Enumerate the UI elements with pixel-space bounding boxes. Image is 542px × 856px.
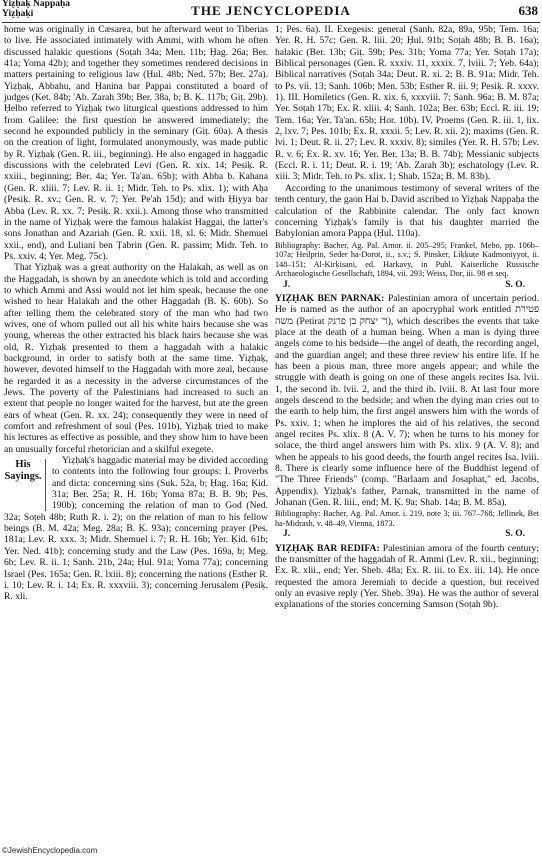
page-number: 638 (518, 3, 538, 18)
signature-right: S. O. (505, 529, 525, 540)
running-title-line-1: Yiẓḥaḳ Nappaḥa (2, 0, 71, 9)
signature-left: J. (283, 529, 291, 540)
signature (283, 529, 525, 540)
journal-title: THE JENCYCLOPEDIA (191, 3, 351, 18)
paragraph: home was originally in Cæsarea, but he afterward went to Tiberias to live. He associated intimately with Ammi, with whom he often discussed halakic questions (Soṭah 34a; Men. 11b; Ḥag. 26a; Ber. 41a; Yoma 42b); and together they sometimes rendered decisions in matters pertaining to religious law (Ḥul. 48b; Ned. 57b; Ber. 27a). Yiẓḥaḳ, Abbahu, and Ḥanina bar Pappai constituted a board of judges (Ket. 84b; 'Ab. Zarah 39b; Ber. 38a, b; B. Ḳ. 117b; Giṭ. 29b). Ḥelbo referred to Yiẓḥaḳ two liturgical questions addressed to him from Galilee: the first question he answered immediately; the second he expounded publicly in the seminary (Giṭ. 60a). A thesis on the creation of light, formulated anonymously, was made public by R. Yiẓḥaḳ (Gen. R. iii., beginning). He also engaged in haggadic discussions with the celebrated Levi (Gen. R. xix. 14; Pesiḳ. R. xxiii., beginning; Ber. 4a; Yer. Ta'an. 65b); with Abba b. Kahana (Gen. R. xliii. 7; Lev. R. ii. 1; Midr. Teh. to Ps. xlix. 1); with Aḥa (Pesiḳ. R. xv.; Gen. R. v. 7; Yer. Pe'ah 15d); and with Ḥiyya bar Abba (Lev. R. xx. 7; Pesiḳ. R. xxii.). Among those who transmitted in the name of Yiẓḥaḳ were the famous halakist Haggai, the latter's sons Jonathan and Azariah (Gen. R. xxii. 18, xl. 6; Midr. Shemuel xxii., end), and Luliani ben Ṭabrin (Gen. R. passim; Midr. Teh. to Ps. xxiv. 4; Yer. Meg. 75c). (4, 24, 268, 262)
signature (283, 280, 525, 291)
paragraph (4, 455, 268, 602)
left-column (4, 24, 268, 846)
paragraph: According to the unanimous testimony of several writers of the tenth century, the gaon Hai b. David ascribed to Yiẓḥaḳ Nappaḥa the calculation of the Rabbinite calendar. The only fact known concerning Yiẓḥaḳ's family is that his daughter married the Babylonian amora Pappa (Ḥul. 110a). (275, 182, 539, 240)
entry-title: YIẒḤAḲ BEN PARNAK: (275, 292, 385, 304)
margin-sidenote (4, 459, 46, 511)
paragraph: 1; Pes. 6a). II. Exegesis: general (Sanh. 82a, 89a, 95b; Tem. 16a; Yer. R. H. 57c; Gen. R. liii. 20; Ḥul. 91b; Soṭah 48b; B. B. 16a); halakic (Ber. 13b; Giṭ. 59b; Pes. 31b; Yoma 77a; Yer. Soṭah 17a); Biblical personages (Gen. R. xxxiv. 11, xxxix. 7, lviii. 7; Yeb. 64a); Biblical narratives (Soṭah 34a; Deut. R. xi. 2; B. B. 91a; Midr. Teh. to Ps. vii. 13; Sanh. 106b; Men. 53b; Esther R. iii. 9; Pesiḳ. R. xxxv. 1). III. Homiletics (Gen. R. xix. 6, xxxviii. 7; Sanh. 96a; B. M. 87a; Yer. Soṭah 17b; Ex. R. xliii. 4; Sanh. 102a; Ber. 63b; Eccl. R. iii. 19; Tem. 16a; Yer. Ta'an. 65b; Hor. 10b). IV. Proems (Gen. R. iii. 1, lix. 2, lxv. 7; Pes. 101b; Ex. R. xxxii. 5; Lev. R. xii. 2); maxims (Gen. R. lvi. 1; Deut. R. ii. 27; Lev. R. xxxiv. 8); similes (Yer. R. H. 57b; Lev. R. v. 6; Ex. R. xv. 16; Yer. Ber. 13a; B. B. 74b); Messianic subjects (Eccl. R. i. 11; Deut. R. i. 19; 'Ab. Zarah 3b); eschatology (Lev. R. xiii. 3; Midr. Teh. to Ps. xlix. 1; Shab. 152a; B. M. 83b). (275, 24, 539, 183)
bibliography: Bibliography: Bacher, Ag. Pal. Amor. i. 219, note 3; iii. 767–768; Jellinek, Bet ha-Midrash, v. 48–49, Vienna, 1873. (275, 509, 539, 528)
sidenote-line: His (15, 459, 31, 471)
sidenote-line: Sayings. (4, 471, 42, 483)
entry-title: YIẒḤAḲ BAR REDIFA: (275, 542, 380, 554)
header-rule (2, 22, 540, 23)
paragraph: That Yiẓḥaḳ was a great authority on the Halakah, as well as on the Haggadah, is shown by an anecdote which is told and according to which Ammi and Assi would not let him speak, because the one wished to hear Halakah and the other Haggadah (B. Ḳ. 60b). So after telling them the celebrated story of the man who had two wives, one of whom pulled out all his white hairs because she was young, whereas the other extracted his black hairs because she was old, R. Yiẓḥaḳ presented to them a haggadah with a halakic background, in order to satisfy both at the same time. Yiẓḥaḳ, however, devoted himself to the Haggadah with more zeal, because he regarded it as a necessity in the adverse circumstances of the Jews. The poverty of the Palestinians had increased to such an extent that people no longer waited for the harvest, but ate the green ears of wheat (Gen. R. xx. 24); consequently they were in need of comfort and refreshment of soul (Pes. 101b). Yiẓḥaḳ tried to make his lectures as effective as possible, and they show him to have been an unusually forceful rhetorician and a skilful exegete. (4, 262, 268, 455)
signature-right: S. O. (505, 279, 525, 290)
page-header (0, 0, 542, 22)
signature-left: J. (283, 279, 291, 290)
bibliography: Bibliography: Bacher, Ag. Pal. Amor. ii. 205–295; Frankel, Mebo, pp. 106b–107a; Heilprin, Seder ha-Dorot, ii., s.v.; S. Pinsker, Liḳḳuṭe Ḳadmoniyyot, ii. 148–151; Al-Kirḳisani, ed. Harkavy, in Publ. Kaiserliche Russische Archaeologische Gesellschaft, 1894, vii. 293; Weiss, Dor, iii. 98 et seq. (275, 240, 539, 279)
entry (275, 293, 539, 509)
running-title-line-2: Yiẓḥaḳi (2, 8, 34, 19)
entry-text: Palestinian amora of the fourth century; the transmitter of the haggadah of R. Ammi (Lev. R. xii., beginning; Ex. R. xlii., end; Yer. Sheb. 48a; Ex. R. iii. to Ex. iii. 14). He once requested the amora Jeremiah to decide a question, but received only an evasive reply (Yer. Sheb. 39a). He was the author of several explanations of the stories concerning Samson (Soṭah 9b). (275, 542, 539, 611)
site-credit: ©JewishEncyclopedia.com (2, 846, 98, 855)
right-column (275, 24, 539, 846)
entry-text: Palestinian amora of uncertain period. He is named as the author of an apocryphal work entitled פטירת משה (Petirat ר' יצחק בן פרנק), which describes the events that take place at the death of a human being. When a man is dying three angels come to his bedside—the angel of death, the recording angel, and the guardian angel; and these three review his entire life. If he has been a pious man, three more angels appear; and while the struggle with death is going on one of these angels recites Isa. lvii. 1, the second ib. lvii. 2, and the third ib. lviii. 8. At last four more angels descend to the bedside; and when the dying man cries out to the earth to help him, the first angel answers him with the words of Ps. xxiv. 1; when he implores the aid of his relatives, the second angel recites Ps. xlix. 8 (A. V. 7); when he turns to his money for solace, the third angel answers him with Ps. xlix. 9 (A. V. 8); and when he appeals to his good deeds, the fourth angel recites Isa. lviii. 8. There is clearly some influence here of the Buddhist legend of "The Three Friends" (comp. "Barlaam and Josaphat," ed. Jacobs, Appendix). Yiẓḥaḳ's father, Parnak, transmitted in the name of Johanan (Gen. R. liii., end; M. Ḳ. 9a; Shab. 14a; B. M. 85a). (275, 292, 539, 509)
entry (275, 543, 539, 611)
paragraph-text: Yiẓḥaḳ's haggadic material may be divided according to contents into the following four groups: I. Proverbs and dicta: concerning sins (Suk. 52a, b; Ḥag. 16a; Ḳid. 31a; Ber. 25a; R. H. 16b; Yoma 87a; B. B. 9b; Pes. 190b); concerning the relation of man to God (Ned. 32a; Soṭeh 48b; Ruth R. i. 2); on the relation of man to his fellow beings (B. M. 42a; Meg. 28a; B. Ḳ. 93a); concerning prayer (Pes. 181a; Lev. R. xxx. 3; Midr. Shemuel i. 7; R. H. 16b; Yer. Ḳid. 61b; Yer. Ned. 41b); concerning study and the Law (Pes. 169a, b; Meg. 6b; Lev. R. ii. 1; Sanh. 21b, 24a; Ḥul. 91a; Yoma 77a); concerning Israel (Pes. 165a; Gen. R. lxiii. 8); concerning the nations (Esther R. i. 10; Lev. R. i. 14; Ex. R. xxxviii. 3); concerning Jerusalem (Pesiḳ. R. xli. (4, 455, 268, 603)
